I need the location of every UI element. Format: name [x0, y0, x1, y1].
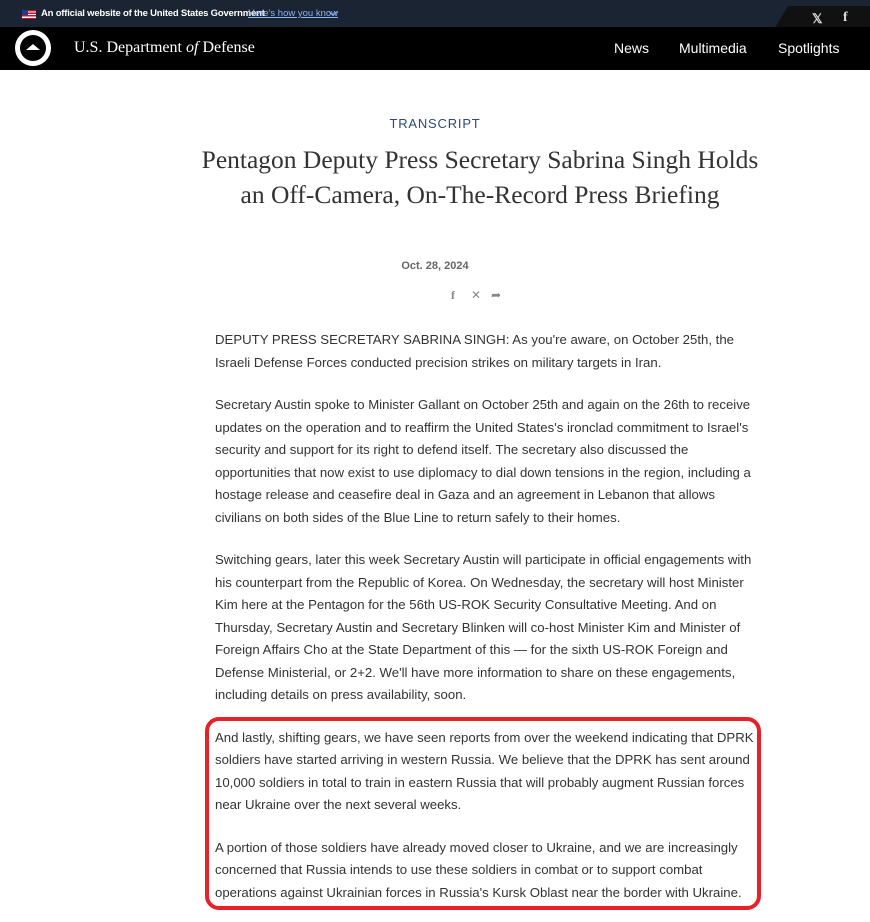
- paragraph: And lastly, shifting gears, we have seen reports from over the weekend indicating that DPRK soldiers have started arriving in western Russia. We believe that the DPRK has sent around 10,000 soldiers in total to train in eastern Russia that will probably augment Russian forces near Ukraine over the next several weeks.: [215, 729, 754, 812]
- paragraph: A portion of those soldiers have already moved closer to Ukraine, and we are increasingly concerned that Russia intends to use these soldiers in combat or to support combat operations against Ukrainian forces in Russia's Kursk Oblast near the border with Ukraine.: [215, 839, 742, 900]
- article-date: Oct. 28, 2024: [401, 260, 469, 272]
- site-header: [0, 27, 870, 70]
- official-site-text: An official website of the United States Government: [41, 8, 265, 19]
- nav-spotlights[interactable]: Spotlights: [778, 40, 840, 56]
- us-flag-icon: [22, 10, 36, 19]
- article-type[interactable]: TRANSCRIPT: [389, 116, 481, 131]
- brand-of: of: [185, 39, 199, 56]
- site-brand[interactable]: U.S. Department of Defense: [74, 39, 255, 56]
- paragraph: Secretary Austin spoke to Minister Gallant on October 25th and again on the 26th to receive updates on the operation and to reaffirm the United States's ironclad commitment to Israel's security and support for its right to defend itself. The secretary also discussed the opportunities that now exist to use diplomacy to dial down tensions in the region, including a hostage release and ceasefire deal in Gaza and an agreement in Lebanon that allows civilians on both sides of the Blue Line to return safely to their homes.: [215, 397, 751, 525]
- x-share-icon[interactable]: ✕: [471, 288, 482, 302]
- article-title: Pentagon Deputy Press Secretary Sabrina Singh Holds an Off-Camera, On-The-Record Press Briefing: [201, 145, 759, 209]
- facebook-icon[interactable]: f: [843, 10, 848, 25]
- gov-banner: [0, 0, 870, 27]
- nav-multimedia[interactable]: Multimedia: [679, 40, 747, 56]
- share-forward-icon[interactable]: ➦: [491, 288, 502, 302]
- paragraph: DEPUTY PRESS SECRETARY SABRINA SINGH: As you're aware, on October 25th, the Israeli Defense Forces conducted precision strikes on military targets in Iran.: [215, 332, 734, 370]
- x-icon[interactable]: 𝕏: [812, 11, 823, 26]
- dod-seal-logo[interactable]: [15, 30, 51, 66]
- how-you-know-link[interactable]: Here's how you know: [248, 8, 338, 19]
- nav-news[interactable]: News: [614, 40, 650, 56]
- highlight-annotation-box: [205, 717, 761, 910]
- paragraph: Switching gears, later this week Secretary Austin will participate in official engagements with his counterpart from the Republic of Korea. On Wednesday, the secretary will host Minister Kim here at the Pentagon for the 56th US-ROK Security Consultative Meeting. And on Thursday, Secretary Austin and Secretary Blinken will co-host Minister Kim and Minister of Foreign Affairs Cho at the State Department of this — for the sixth US-ROK Foreign and Defense Ministerial, or 2+2. We'll have more information to share on these engagements, including details on press availability, soon.: [215, 552, 752, 702]
- facebook-share-icon[interactable]: f: [451, 288, 455, 302]
